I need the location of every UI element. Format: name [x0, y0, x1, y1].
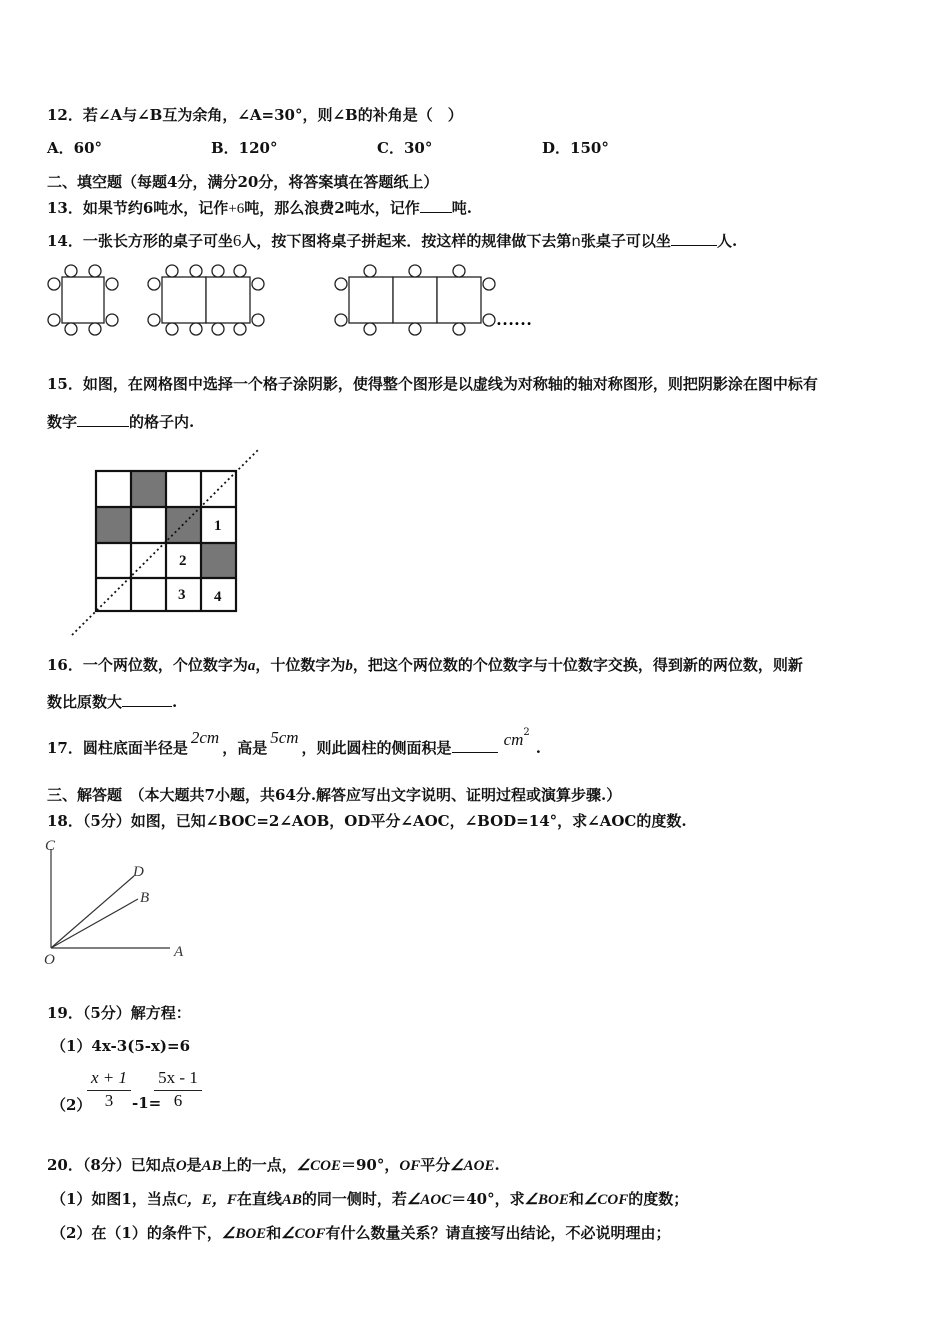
q20-part2: （2）在（1）的条件下，∠BOE和∠COF有什么数量关系？请直接写出结论，不必说明理由；	[51, 1224, 671, 1242]
q19-part2-label: （2）	[51, 1096, 92, 1114]
q19-minus-one: -1=	[132, 1094, 162, 1112]
q14-stem: 14．一张长方形的桌子可坐6人，按下图将桌子拼起来．按这样的规律做下去第n张桌子可以坐 人.	[47, 231, 738, 250]
q15-cell-label-2: 2	[179, 553, 187, 569]
q13-stem: 13．如果节约6吨水，记作+6吨，那么浪费2吨水，记作 吨.	[47, 199, 472, 217]
q15-cell-label-3: 3	[178, 587, 186, 603]
q15-cell-label-4: 4	[214, 589, 222, 605]
q18-label-b: B	[140, 890, 150, 906]
q12-stem: 12．若∠A与∠B互为余角，∠A=30°，则∠B的补角是（ ）	[47, 106, 463, 124]
q18-angle-figure	[40, 836, 200, 968]
q12-option-b: B．120°	[211, 139, 278, 157]
q12-option-d: D．150°	[542, 139, 609, 157]
q19-frac1: $\frac{x + 1}{3}$	[87, 1068, 131, 1111]
q15-grid-figure	[68, 446, 268, 638]
section2-title: 二、填空题（每题4分，满分20分，将答案填在答题纸上）	[47, 173, 439, 191]
q18-label-c: C	[45, 838, 56, 854]
q18-stem: 18．（5分）如图，已知∠BOC=2∠AOB，OD平分∠AOC，∠BOD=14°，求∠AOC的度数.	[47, 812, 687, 830]
q18-label-a: A	[174, 944, 184, 960]
q12-option-a: A．60°	[47, 139, 103, 157]
q15-line1: 15．如图，在网格图中选择一个格子涂阴影，使得整个图形是以虚线为对称轴的轴对称图形，则把阴影涂在图中标有	[47, 375, 818, 393]
q19-frac2: $\frac{5x - 1}{6}$	[154, 1068, 202, 1111]
q20-part1: （1）如图1，当点C，E，F在直线AB的同一侧时，若∠AOC＝40°，求∠BOE和∠COF的度数；	[51, 1190, 689, 1208]
q15-cell-label-1: 1	[214, 518, 222, 534]
q19-part1: （1）4x-3(5-x)=6	[51, 1037, 191, 1055]
q17-stem: 17．圆柱底面半径是2cm，高是5cm，则此圆柱的侧面积是 $cm^2$.	[47, 727, 541, 757]
q15-line2: 数字 的格子内.	[47, 413, 195, 431]
q18-label-o: O	[44, 952, 55, 968]
q19-title: 19．（5分）解方程：	[47, 1004, 191, 1022]
q20-stem: 20．（8分）已知点O是AB上的一点，∠COE＝90°，OF平分∠AOE.	[47, 1156, 500, 1174]
q14-tables-figure	[44, 262, 544, 342]
q14-ellipsis: ……	[496, 309, 532, 329]
section3-title: 三、解答题 （本大题共7小题，共64分.解答应写出文字说明、证明过程或演算步骤.）	[47, 786, 622, 804]
q12-option-c: C．30°	[377, 139, 433, 157]
q18-label-d: D	[133, 864, 144, 880]
q16-line1: 16．一个两位数，个位数字为a，十位数字为b，把这个两位数的个位数字与十位数字交换，得到新的两位数，则新	[47, 656, 803, 674]
q16-line2: 数比原数大 .	[47, 693, 178, 711]
